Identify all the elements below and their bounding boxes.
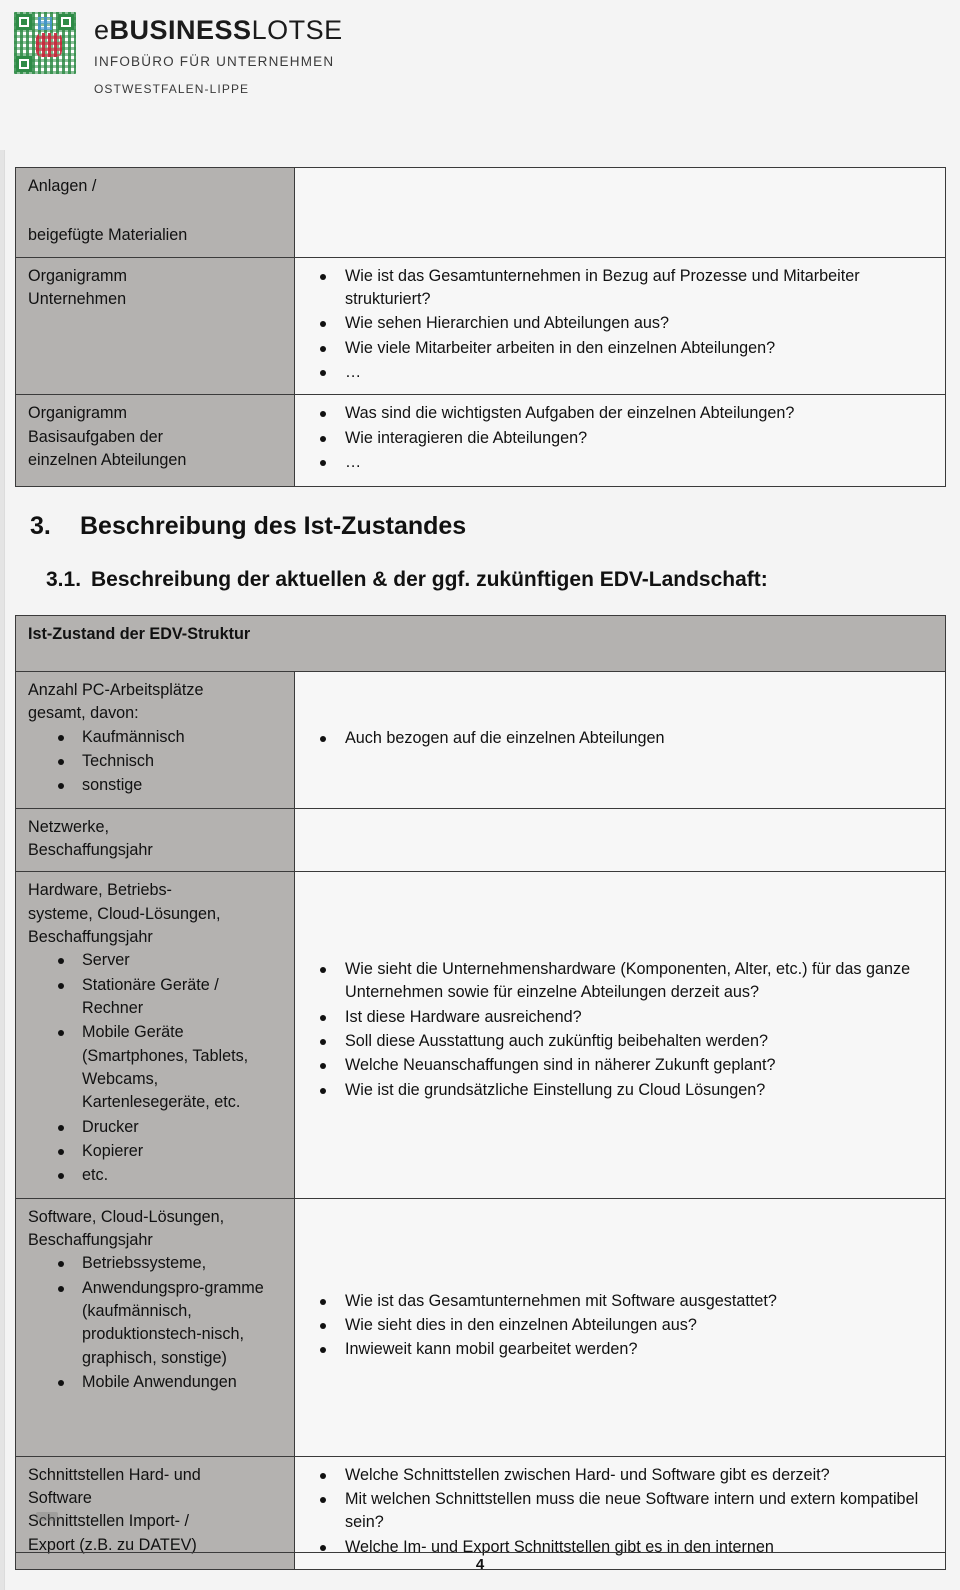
list-item: Wie viele Mitarbeiter arbeiten in den einzelnen Abteilungen? [307,337,935,360]
table-row [16,808,946,872]
list-item: Wie ist das Gesamtunternehmen in Bezug auf Prozesse und Mitarbeiter strukturiert? [307,265,935,312]
list-item: Ist diese Hardware ausreichend? [307,1006,935,1029]
bullet-list [307,958,935,1102]
row-label-anzahl-pc-arbeitsplaetze [16,672,295,809]
row-label-line: Beschaffungsjahr [28,840,153,859]
row-label-line: Anzahl PC-Arbeitsplätze [28,681,204,699]
brand-subtitle-primary: INFOBÜRO FÜR UNTERNEHMEN [94,54,335,70]
row-label-line: Hardware, Betriebs- [28,881,172,900]
scan-artifact [36,1512,58,1521]
row-body-software [295,1198,946,1456]
brand-name [94,16,343,44]
qr-decoration-blue-icon [38,17,52,30]
row-label-netzwerke [16,808,295,872]
list-item: Kopierer [28,1140,284,1163]
row-body-organigramm-basisaufgaben [295,395,946,487]
bullet-list [307,402,935,474]
section-number: 3. [30,512,51,540]
row-label-line: Schnittstellen Hard- und [28,1465,201,1484]
list-item: Wie interagieren die Abteilungen? [307,427,935,450]
attachments-header-line1: Anlagen / [28,177,97,195]
subsection-number: 3.1. [46,568,82,591]
qr-finder-bottom-left-icon [16,56,32,72]
list-item: Soll diese Ausstattung auch zukünftig beibehalten werden? [307,1030,935,1053]
list-item: etc. [28,1164,284,1187]
list-item: Kaufmännisch [28,726,284,749]
bullet-list [307,727,935,750]
list-item: Drucker [28,1116,284,1139]
list-item: Wie sieht die Unternehmenshardware (Komponenten, Alter, etc.) für das ganze Unternehmen sowie für einzelne Abteilungen derzeit aus? [307,958,935,1005]
list-item: Welche Im- und Export Schnittstellen gibt es in den internen [307,1536,935,1559]
row-label-line: Schnittstellen Import- / [28,1512,190,1531]
list-item: Auch bezogen auf die einzelnen Abteilungen [307,727,935,750]
list-item: Betriebssysteme, [28,1252,284,1275]
list-item: … [307,361,935,384]
list-item: Wie sieht dies in den einzelnen Abteilungen aus? [307,1314,935,1337]
row-body-organigramm-unternehmen [295,257,946,395]
brand-logo-block [14,12,343,96]
qr-decoration-red-icon [36,33,62,57]
page-left-gutter [0,0,5,1590]
edv-structure-table [15,615,946,1570]
qr-finder-top-right-icon [58,14,74,30]
brand-name-prefix: e [94,15,110,45]
attachments-header-label [16,168,295,258]
brand-subtitle-region: OSTWESTFALEN-LIPPE [94,82,250,97]
row-label-hardware [16,872,295,1198]
label-bullet-list [28,1252,284,1394]
bullet-list [307,265,935,385]
table-row [16,257,946,395]
row-label-line: Software [28,1488,92,1507]
label-bullet-list [28,726,284,798]
list-item: Mobile Geräte (Smartphones, Tablets, Webcams, Kartenlesegeräte, etc. [28,1021,284,1114]
list-item: Was sind die wichtigsten Aufgaben der einzelnen Abteilungen? [307,402,935,425]
qr-finder-top-left-icon [16,14,32,30]
list-item: Welche Schnittstellen zwischen Hard- und Software gibt es derzeit? [307,1464,935,1487]
list-item: Server [28,949,284,972]
row-label-line: Export (z.B. zu DATEV) [28,1535,197,1554]
list-item: Stationäre Geräte / Rechner [28,974,284,1021]
footer-divider [15,1552,946,1553]
row-label-line: Organigramm [28,404,127,423]
row-label-line: Beschaffungsjahr [28,927,153,946]
subsection-title: Beschreibung der aktuellen & der ggf. zukünftigen EDV-Landschaft: [91,568,768,591]
table-row [16,672,946,809]
qr-code-logo-icon [14,12,76,74]
list-item: Anwendungspro-gramme (kaufmännisch, produktionstech-nisch, graphisch, sonstige) [28,1277,284,1370]
row-label-line: Basisaufgaben der [28,427,163,446]
bullet-list [307,1464,935,1559]
table-row [16,395,946,487]
row-body-netzwerke [295,808,946,872]
label-bullet-list [28,949,284,1187]
row-label-line: Unternehmen [28,289,127,308]
row-label-line: einzelnen Abteilungen [28,450,187,469]
row-body-anzahl-pc-arbeitsplaetze [295,672,946,809]
row-label-line: Organigramm [28,266,127,285]
section-title: Beschreibung des Ist-Zustandes [80,512,467,540]
section-heading [30,512,466,541]
row-label-organigramm-unternehmen [16,257,295,395]
table-row-header [16,168,946,258]
brand-name-suffix: LOTSE [251,15,343,45]
page-number: 4 [475,1556,485,1573]
table-row-banner [16,616,946,672]
attachments-header-body [295,168,946,258]
document-header [0,0,960,150]
row-label-line: Beschaffungsjahr [28,1230,153,1249]
row-body-hardware [295,872,946,1198]
list-item: Wie sehen Hierarchien und Abteilungen aus? [307,312,935,335]
list-item: Mit welchen Schnittstellen muss die neue Software intern und extern kompatibel sein? [307,1488,935,1535]
list-item: Wie ist das Gesamtunternehmen mit Software ausgestattet? [307,1290,935,1313]
list-item: Welche Neuanschaffungen sind in näherer Zukunft geplant? [307,1054,935,1077]
row-label-line: Software, Cloud-Lösungen, [28,1207,225,1226]
table-row [16,872,946,1198]
bullet-list [307,1290,935,1362]
row-label-line: systeme, Cloud-Lösungen, [28,904,221,923]
list-item: Wie ist die grundsätzliche Einstellung zu Cloud Lösungen? [307,1079,935,1102]
edv-banner-label: Ist-Zustand der EDV-Struktur [16,616,946,672]
list-item: Inwieweit kann mobil gearbeitet werden? [307,1338,935,1361]
brand-name-heavy: BUSINESS [109,15,252,45]
brand-wordmark [94,12,343,96]
row-label-organigramm-basisaufgaben [16,395,295,487]
list-item: Mobile Anwendungen [28,1371,284,1394]
attachments-header-line2: beigefügte Materialien [28,226,188,245]
attachments-table [15,167,946,487]
subsection-heading [46,568,768,592]
row-label-line: Netzwerke, [28,817,109,836]
list-item: … [307,451,935,474]
table-row [16,1198,946,1456]
list-item: sonstige [28,774,284,797]
attachments-header-spacer [28,198,284,224]
row-label-software [16,1198,295,1456]
list-item: Technisch [28,750,284,773]
row-label-line: gesamt, davon: [28,704,139,723]
